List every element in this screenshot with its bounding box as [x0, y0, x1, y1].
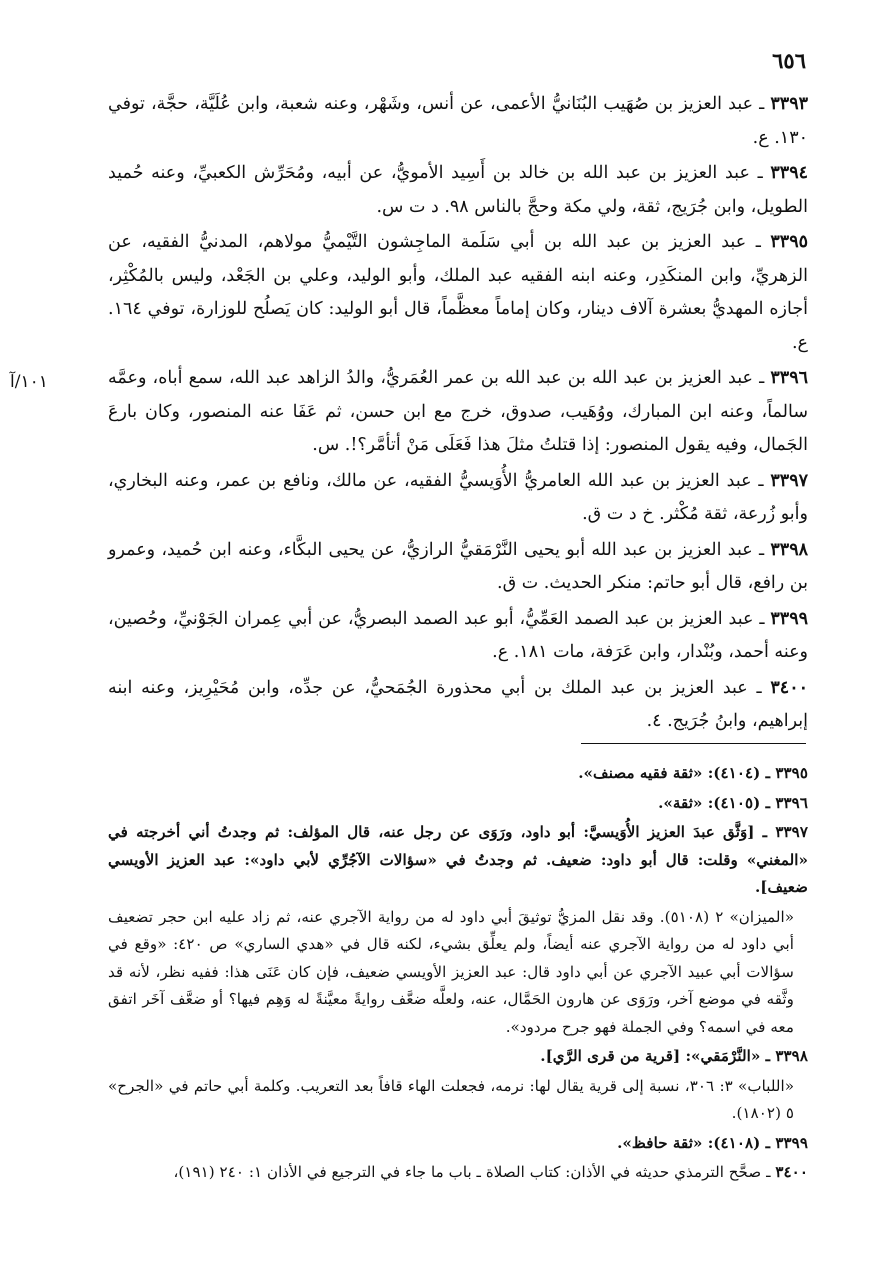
entry-3394	[108, 157, 808, 224]
entry-text: ـ عبد العزيز بن عبد الله بن خالد بن أَسِيد الأمويُّ، عن أبيه، ومُحَرِّش الكعبيِّ، وعنه حُميد الطويل، وابن جُرَيج، ثقة، ولي مكة وحجَّ بالناس ٩٨. د ت س.	[108, 163, 808, 217]
entry-3393	[108, 88, 808, 155]
footnote-number: ٣٣٩٥	[775, 764, 808, 782]
entry-text: ـ عبد العزيز بن عبد الله أبو يحيى النَّرْمَقيُّ الرازيُّ، عن يحيى البكَّاء، وعنه ابن حُميد، وعمرو بن رافع، قال أبو حاتم: منكر الحديث. ت ق.	[108, 539, 808, 593]
footnote-divider	[581, 743, 806, 744]
footnote-text: ـ (٤١٠٤): «ثقة فقيه مصنف».	[578, 764, 776, 782]
manuscript-folio-note: ١٠١/آ	[10, 372, 48, 392]
entry-text: ـ عبد العزيز بن عبد الله العامريُّ الأُوَيسيُّ الفقيه، عن مالك، ونافع بن عمر، وعنه البخاري، وأبو زُرعة، ثقة مُكْثر. خ د ت ق.	[108, 470, 808, 524]
footnote-3397	[108, 819, 808, 902]
footnote-number: ٣٤٠٠	[775, 1163, 808, 1181]
entry-3398	[108, 534, 808, 601]
entry-3395	[108, 226, 808, 360]
entry-text: ـ عبد العزيز بن عبد الله بن أبي سَلَمة الماجِشون التَّيْميُّ مولاهم، المدنيُّ الفقيه، عن الزهريِّ، وابن المنكَدِر، وعنه ابنه الفقيه عبد الملك، وأبو الوليد، وعلي بن الجَعْد، وليس بالمُكْثِر، أجازه المهديُّ بعشرة آلاف دينار، وكان إماماً معظَّماً، قال أبو الوليد: كان يَصلُح للوزارة، توفي ١٦٤. ع.	[108, 232, 808, 353]
entry-number: ٣٣٩٨	[770, 539, 808, 560]
entry-number: ٣٣٩٧	[770, 470, 808, 491]
entries-section	[108, 88, 808, 741]
entry-text: ـ عبد العزيز بن عبد الملك بن أبي محذورة الجُمَحيُّ، عن جدِّه، وابن مُحَيْرِيز، وعنه ابنه إبراهيم، وابنُ جُرَيج. ٤.	[108, 677, 808, 731]
footnote-text: ـ (٤١٠٨): «ثقة حافظ».	[617, 1133, 776, 1152]
footnote-number: ٣٣٩٨	[775, 1047, 808, 1065]
entry-3396	[108, 362, 808, 463]
footnote-3398-commentary	[108, 1073, 808, 1128]
entry-number: ٣٣٩٥	[770, 232, 808, 252]
footnote-3396	[108, 790, 808, 818]
footnote-text: «الميزان» ٢ (٥١٠٨). وقد نقل المزيُّ توثيقَ أبي داود له من رواية الآجري عنه، ثم زاد عليه ابن حجر تضعيف أبي داود له من رواية الآجري عنه أيضاً، ولم يعلِّق بشيء، لكنه قال في «هدي الساري» ص ٤٢٠: «وقع في سؤالات أبي عبيد الآجري عن أبي داود قال: عبد العزيز الأويسي ضعيف، فإن كان عَنَى هذا: ففيه نظر، لأنه قد وثَّقه في موضع آخر، ورَوَى عن هارون الحَمَّال، عنه، ولعلَّه ضعَّف روايةً معيَّنةً له وَهِم فيها؟ أو ضعَّف آخَر اتفق معه في اسمه؟ وفي الجملة فهو جرح مردود».	[108, 907, 794, 1036]
entry-number: ٣٣٩٩	[770, 608, 808, 629]
footnotes-section	[108, 760, 808, 1189]
footnote-3397-commentary	[108, 904, 808, 1042]
entry-number: ٣٣٩٤	[770, 163, 808, 183]
entry-text: ـ عبد العزيز بن عبد الله بن عبد الله بن عمر العُمَريُّ، والدُ الزاهد عبد الله، سمع أباه، وعمَّه سالماً، وعنه ابن المبارك، ووُهَيب، صدوق، خرج مع ابن حسن، ثم عَفَا عنه المنصور، وكان بارعَ الجَمال، وفيه يقول المنصور: إذا قتلتُ مثلَ هذا فَعَلَى مَنْ أتأمَّر؟!. س.	[108, 368, 808, 455]
footnote-text: ـ صحَّح الترمذي حديثه في الأذان: كتاب الصلاة ـ باب ما جاء في الترجيع في الأذان ١: ٢٤٠ (١٩١)،	[173, 1163, 776, 1181]
entry-number: ٣٤٠٠	[770, 677, 808, 698]
footnote-text: ـ «النَّرْمَقي»: [قرية من قرى الرَّي].	[540, 1047, 776, 1065]
footnote-3395	[108, 760, 808, 788]
footnote-number: ٣٣٩٧	[775, 823, 808, 841]
footnote-3400	[108, 1159, 808, 1187]
entry-text: ـ عبد العزيز بن صُهَيب البُنَانيُّ الأعمى، عن أنس، وشَهْر، وعنه شعبة، وابن عُلَيَّة، حجَّة، توفي ١٣٠. ع.	[108, 94, 808, 148]
footnote-text: ـ [وَثَّق عبدَ العزيز الأُوَيسيَّ: أبو داود، ورَوَى عن رجل عنه، قال المؤلف: ثم وجدتُ أني أخرجته في «المغني» وقلت: قال أبو داود: ضعيف. ثم وجدتُ في «سؤالات الآجُرِّي لأبي داود»: عبد العزيز الأويسي ضعيف].	[108, 823, 808, 896]
footnote-3399	[108, 1130, 808, 1158]
footnote-number: ٣٣٩٩	[775, 1133, 808, 1152]
footnote-text: ـ (٤١٠٥): «ثقة».	[658, 793, 776, 812]
page-number: ٦٥٦	[772, 48, 806, 73]
entry-number: ٣٣٩٦	[770, 368, 808, 388]
footnote-number: ٣٣٩٦	[775, 793, 808, 812]
footnote-3398	[108, 1043, 808, 1071]
entry-number: ٣٣٩٣	[770, 94, 808, 114]
footnote-text: «اللباب» ٣: ٣٠٦، نسبة إلى قرية يقال لها: نرمه، فجعلت الهاء قافاً بعد التعريب. وكلمة أبي حاتم في «الجرح» ٥ (١٨٠٢).	[108, 1076, 795, 1122]
entry-3400	[108, 672, 808, 739]
entry-text: ـ عبد العزيز بن عبد الصمد العَمِّيُّ، أبو عبد الصمد البصريُّ، عن أبي عِمران الجَوْنيِّ، وحُصين، وعنه أحمد، وبُنْدار، وابن عَرَفة، مات ١٨١. ع.	[108, 608, 808, 662]
entry-3399	[108, 603, 808, 670]
entry-3397	[108, 465, 808, 532]
